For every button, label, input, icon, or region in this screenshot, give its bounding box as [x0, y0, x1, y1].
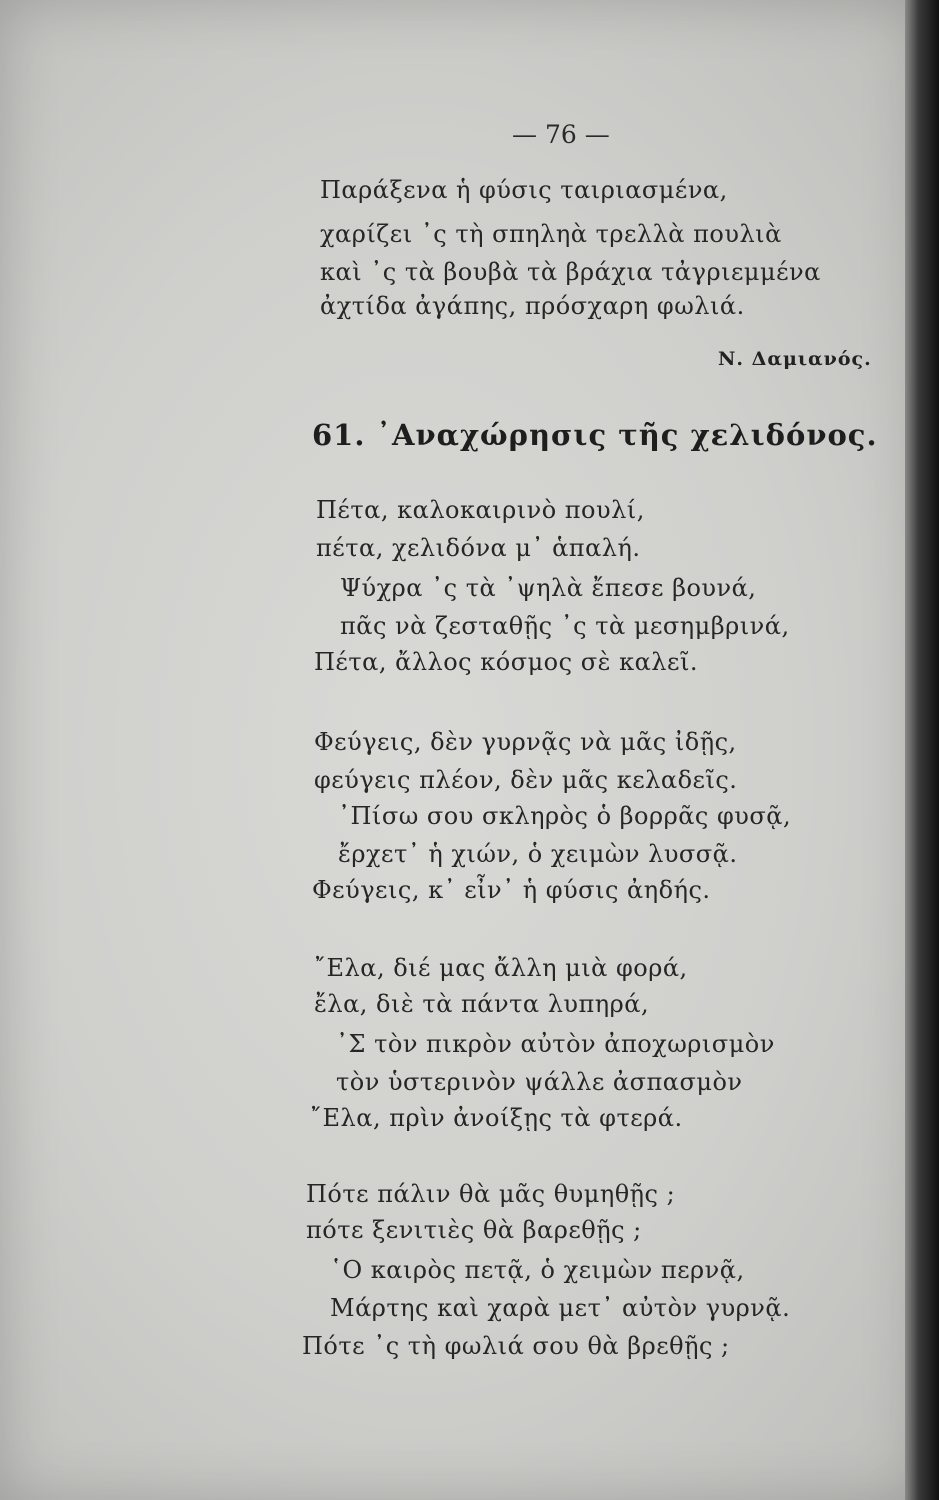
verse-line: πέτα, χελιδόνα μ᾿ ἁπαλή. [316, 534, 641, 562]
verse-line: ἔρχετ᾿ ἡ χιών, ὁ χειμὼν λυσσᾷ. [338, 840, 738, 868]
verse-line: ᾿Σ τὸν πικρὸν αὐτὸν ἀποχωρισμὸν [336, 1030, 775, 1058]
verse-line: ῾Ο καιρὸς πετᾷ, ὁ χειμὼν περνᾷ, [330, 1256, 745, 1284]
verse-line: Πέτα, ἄλλος κόσμος σὲ καλεῖ. [314, 648, 698, 676]
verse-line: καὶ ᾿ς τὰ βουβὰ τὰ βράχια τἀγριεμμένα [320, 258, 821, 286]
verse-line: πότε ξενιτιὲς θὰ βαρεθῇς ; [306, 1216, 642, 1244]
verse-line: Μάρτης καὶ χαρὰ μετ᾿ αὐτὸν γυρνᾷ. [330, 1294, 791, 1322]
verse-line: Φεύγεις, δὲν γυρνᾷς νὰ μᾶς ἰδῇς, [314, 728, 737, 756]
verse-line: ἔλα, διὲ τὰ πάντα λυπηρά, [314, 990, 650, 1018]
verse-line: Ψύχρα ᾿ς τὰ ᾿ψηλὰ ἔπεσε βουνά, [340, 574, 757, 602]
verse-line: Φεύγεις, κ᾿ εἶν᾿ ἡ φύσις ἀηδής. [312, 876, 711, 904]
verse-line: φεύγεις πλέον, δὲν μᾶς κελαδεῖς. [314, 766, 738, 794]
verse-line: Παράξενα ἡ φύσις ταιριασμένα, [320, 176, 728, 204]
verse-line: τὸν ὑστερινὸν ψάλλε ἀσπασμὸν [336, 1068, 743, 1096]
verse-line: Πότε πάλιν θὰ μᾶς θυμηθῇς ; [306, 1180, 676, 1208]
verse-line: ἀχτίδα ἀγάπης, πρόσχαρη φωλιά. [320, 292, 745, 320]
verse-line: ῎Ελα, διέ μας ἄλλη μιὰ φορά, [314, 954, 688, 982]
verse-line: Πέτα, καλοκαιρινὸ πουλί, [316, 496, 645, 524]
verse-line: πᾶς νὰ ζεσταθῇς ᾿ς τὰ μεσημβρινά, [340, 612, 790, 640]
book-spine-shadow [905, 0, 939, 1500]
verse-line: ᾿Πίσω σου σκληρὸς ὁ βορρᾶς φυσᾷ, [338, 802, 792, 830]
poem-title: 61. ᾿Αναχώρησις τῆς χελιδόνος. [312, 418, 878, 452]
verse-line: ῎Ελα, πρὶν ἀνοίξῃς τὰ φτερά. [310, 1104, 683, 1132]
author-signature: Ν. Δαμιανός. [718, 348, 872, 370]
verse-line: χαρίζει ᾿ς τὴ σπηληὰ τρελλὰ πουλιὰ [320, 220, 782, 248]
page-number: — 76 — [512, 120, 610, 149]
verse-line: Πότε ᾿ς τὴ φωλιά σου θὰ βρεθῇς ; [302, 1332, 730, 1360]
